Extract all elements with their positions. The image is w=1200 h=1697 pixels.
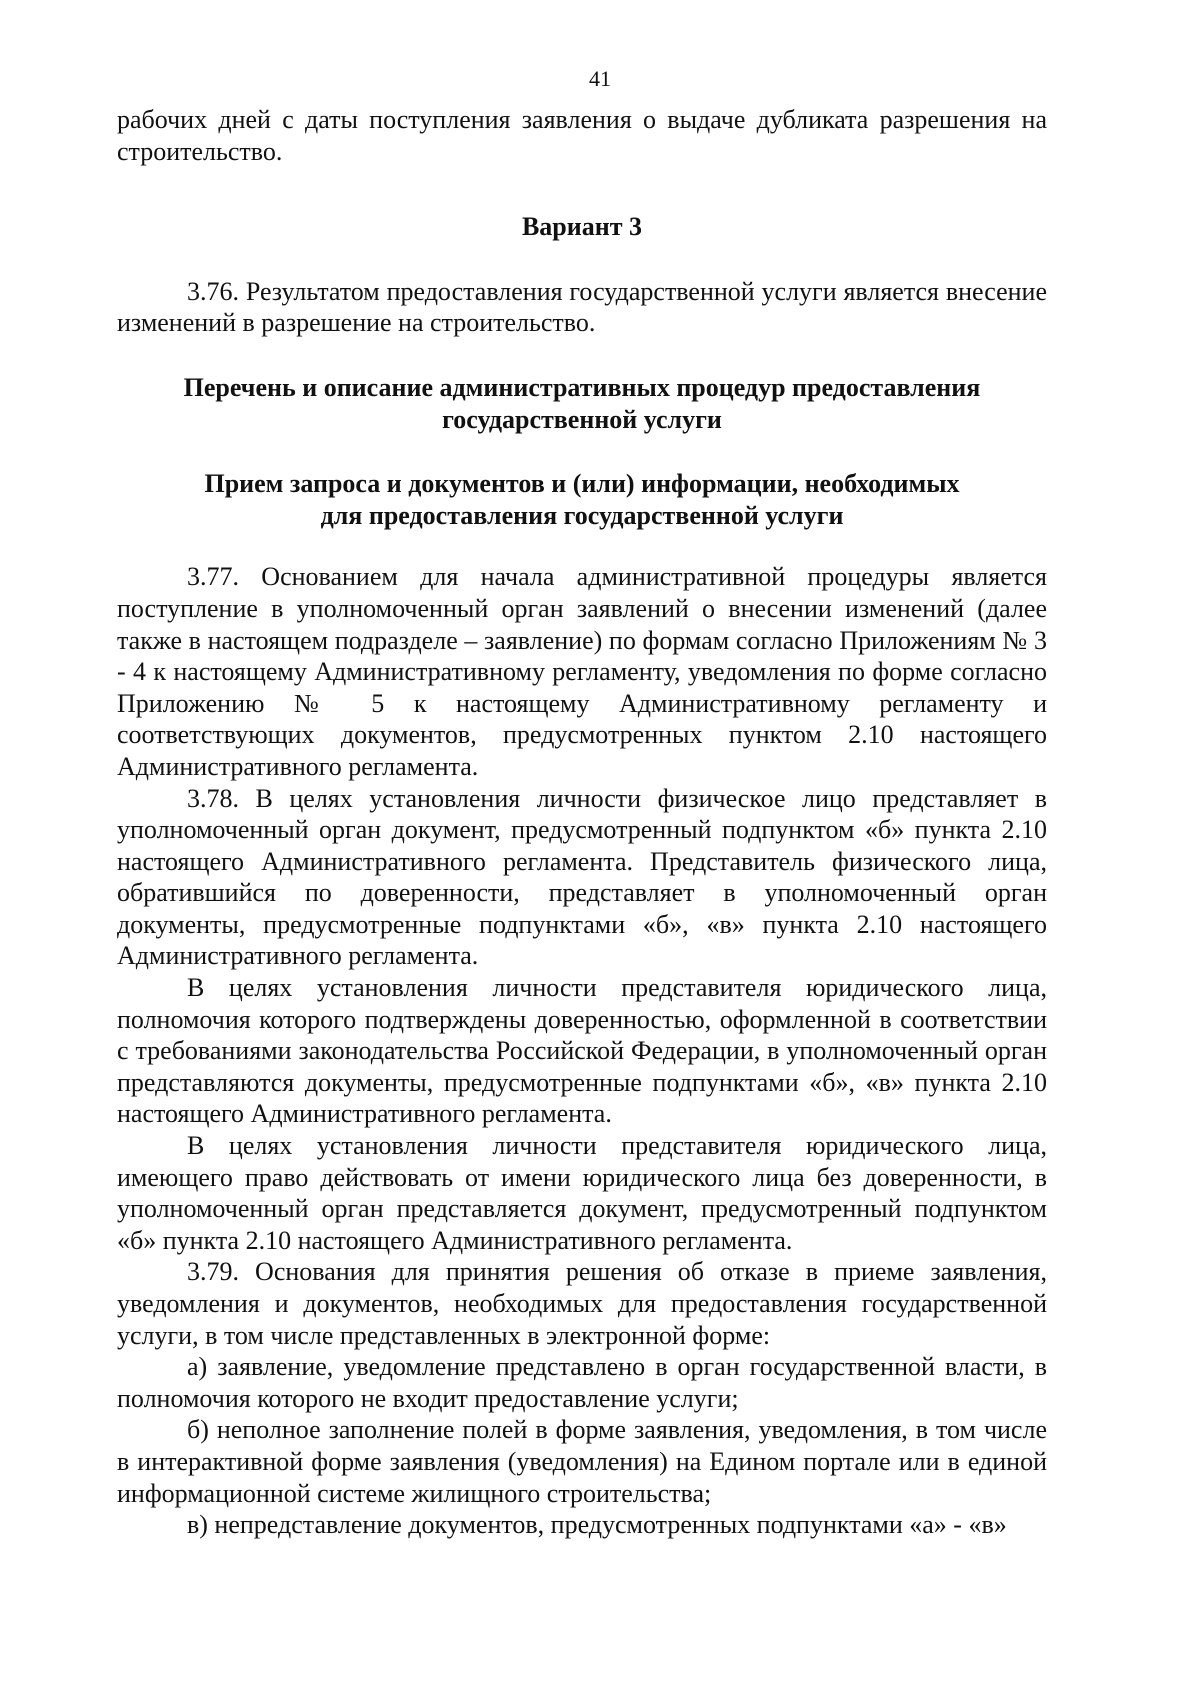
paragraph-3-79-v: в) непредставление документов, предусмотренных подпунктами «а» - «в» — [187, 1510, 1007, 1540]
intro-paragraph: рабочих дней с даты поступления заявления о выдаче дубликата разрешения на строительство. — [117, 105, 1047, 166]
paragraph-3-78-legal-direct: В целях установления личности представителя юридического лица, имеющего право действовать от имени юридического лица без доверенности, в уполномоченный орган представляется документ, предусмотренный подпунктом «б» пункта 2.10 настоящего Административного регламента. — [117, 1131, 1047, 1255]
paragraph-3-77: 3.77. Основанием для начала административной процедуры является поступление в уполномоченный орган заявлений о внесении изменений (далее также в настоящем подразделе – заявление) по формам согласно Приложениям № 3 - 4 к настоящему Административному регламенту, уведомления по форме согласно Приложению № 5 к настоящему Административному регламенту и соответствующих документов, предусмотренных пунктом 2.10 настоящего Административного регламента. — [117, 562, 1047, 781]
page-number: 41 — [589, 66, 611, 91]
paragraph-3-79-a: а) заявление, уведомление представлено в орган государственной власти, в полномочия которого не входит предоставление услуги; — [117, 1352, 1047, 1413]
reception-heading — [117, 468, 1047, 531]
paragraph-3-76: 3.76. Результатом предоставления государственной услуги является внесение изменений в разрешение на строительство. — [117, 276, 1047, 338]
procedures-heading-line1: Перечень и описание административных процедур предоставления — [183, 372, 981, 402]
reception-heading-line1: Прием запроса и документов и (или) информации, необходимых — [204, 469, 960, 499]
paragraph-3-78-legal-proxy: В целях установления личности представителя юридического лица, полномочия которого подтверждены доверенностью, оформленной в соответствии с требованиями законодательства Российской Федерации, в уполномоченный орган представляются документы, предусмотренные подпунктами «б», «в» пункта 2.10 настоящего Административного регламента. — [117, 973, 1047, 1129]
paragraph-3-79-b: б) неполное заполнение полей в форме заявления, уведомления, в том числе в интерактивной форме заявления (уведомления) на Едином портале или в единой информационной системе жилищного строительства; — [117, 1415, 1047, 1508]
page-content — [117, 104, 1047, 1541]
paragraph-3-78: 3.78. В целях установления личности физическое лицо представляет в уполномоченный орган документ, предусмотренный подпунктом «б» пункта 2.10 настоящего Административного регламента. Представитель физического лица, обратившийся по доверенности, представляет в уполномоченный орган документы, предусмотренные подпунктами «б», «в» пункта 2.10 настоящего Административного регламента. — [117, 783, 1047, 971]
procedures-heading — [117, 372, 1047, 435]
procedures-heading-line2: государственной услуги — [442, 404, 722, 434]
reception-heading-line2: для предоставления государственной услуги — [320, 500, 844, 530]
paragraph-3-79: 3.79. Основания для принятия решения об отказе в приеме заявления, уведомления и документов, необходимых для предоставления государственной услуги, в том числе представленных в электронной форме: — [117, 1257, 1047, 1350]
variant-heading: Вариант 3 — [521, 212, 643, 242]
